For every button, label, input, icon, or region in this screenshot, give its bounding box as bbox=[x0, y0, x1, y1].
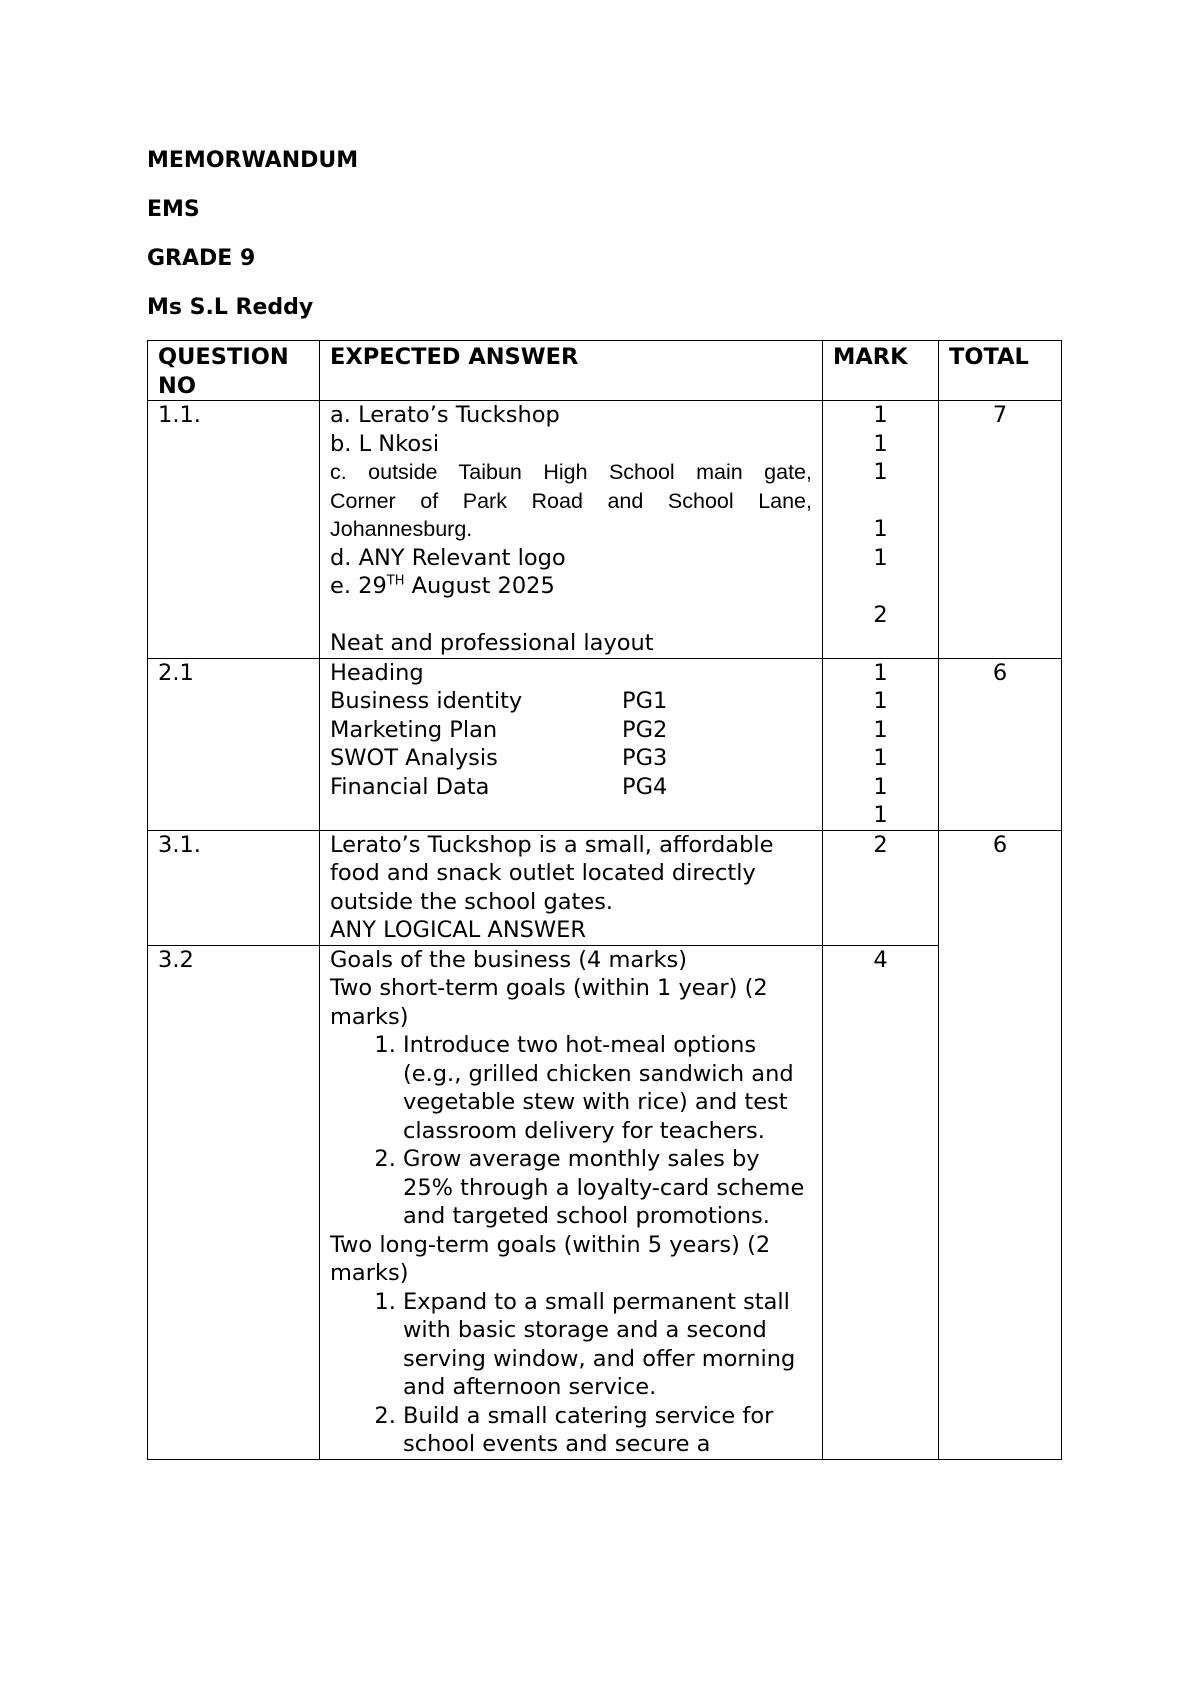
question-no: 3.1. bbox=[148, 830, 320, 945]
marks-cell bbox=[823, 401, 939, 659]
toc-line bbox=[330, 687, 812, 716]
answer-line: c. outside Taibun High School main gate, bbox=[330, 460, 812, 484]
answer-line: Corner of Park Road and School Lane, bbox=[330, 488, 812, 513]
question-no: 2.1 bbox=[148, 658, 320, 830]
long-term-goal-list bbox=[330, 1288, 812, 1459]
list-item: 1. Introduce two hot-meal options (e.g., grilled chicken sandwich and vegetable stew with rice) and test classroom delivery for teachers. bbox=[403, 1031, 812, 1145]
mark-value: 2 bbox=[823, 830, 939, 945]
list-item: 2. Grow average monthly sales by 25% through a loyalty-card scheme and targeted school promotions. bbox=[403, 1145, 812, 1231]
col-header-answer: EXPECTED ANSWER bbox=[320, 341, 823, 401]
answer-line: Johannesburg. bbox=[330, 517, 473, 541]
toc-page: PG4 bbox=[622, 773, 668, 800]
mark-value: 1 bbox=[873, 773, 888, 800]
short-term-heading: Two short-term goals (within 1 year) (2 marks) bbox=[330, 975, 768, 1030]
col-header-mark: MARK bbox=[823, 341, 939, 401]
answer-line bbox=[330, 572, 812, 601]
table-row bbox=[148, 830, 1062, 945]
date-suffix: TH bbox=[386, 573, 405, 589]
mark-value: 1 bbox=[873, 459, 888, 485]
total-value: 6 bbox=[939, 830, 1062, 1459]
goals-heading: Goals of the business (4 marks) bbox=[330, 946, 687, 973]
memo-table bbox=[147, 340, 1062, 1460]
doc-subject: EMS bbox=[147, 197, 200, 222]
mark-value: 4 bbox=[823, 945, 939, 1459]
expected-answer bbox=[320, 830, 823, 945]
long-term-heading: Two long-term goals (within 5 years) (2 marks) bbox=[330, 1231, 771, 1286]
mark-value: 1 bbox=[873, 745, 888, 771]
answer-line: b. L Nkosi bbox=[330, 430, 440, 457]
toc-page: PG1 bbox=[622, 688, 668, 714]
mark-value: 1 bbox=[873, 516, 888, 542]
mark-value: 2 bbox=[873, 601, 888, 628]
mark-value: 1 bbox=[873, 544, 888, 571]
short-term-goal-list bbox=[330, 1031, 812, 1231]
answer-text: Lerato’s Tuckshop is a small, affordable food and snack outlet located directly outside the school gates. bbox=[330, 831, 774, 915]
doc-grade: GRADE 9 bbox=[147, 246, 256, 271]
expected-answer bbox=[320, 658, 823, 830]
total-value: 6 bbox=[939, 658, 1062, 830]
date-day: e. 29 bbox=[330, 573, 387, 599]
toc-label: SWOT Analysis bbox=[330, 745, 498, 771]
total-value: 7 bbox=[939, 401, 1062, 659]
toc-label: Marketing Plan bbox=[330, 716, 498, 743]
answer-note: ANY LOGICAL ANSWER bbox=[330, 917, 587, 943]
list-item: 1. Expand to a small permanent stall with basic storage and a second serving window, and offer morning and afternoon service. bbox=[403, 1288, 812, 1402]
table-row bbox=[148, 945, 1062, 1459]
toc-line bbox=[330, 773, 812, 802]
question-no: 3.2 bbox=[148, 945, 320, 1459]
expected-answer bbox=[320, 401, 823, 659]
table-row bbox=[148, 658, 1062, 830]
mark-value: 1 bbox=[873, 402, 888, 428]
col-header-question: QUESTION NO bbox=[148, 341, 320, 401]
doc-teacher: Ms S.L Reddy bbox=[147, 295, 314, 320]
toc-label: Financial Data bbox=[330, 773, 490, 800]
toc-line bbox=[330, 744, 812, 773]
mark-value: 1 bbox=[873, 688, 888, 714]
answer-line: Heading bbox=[330, 659, 424, 686]
toc-line bbox=[330, 716, 812, 745]
col-header-total: TOTAL bbox=[939, 341, 1062, 401]
toc-page: PG2 bbox=[622, 716, 668, 743]
toc-label: Business identity bbox=[330, 688, 523, 714]
answer-line: a. Lerato’s Tuckshop bbox=[330, 402, 560, 428]
mark-value: 1 bbox=[873, 802, 888, 828]
toc-page: PG3 bbox=[622, 745, 668, 771]
marks-cell bbox=[823, 658, 939, 830]
list-item: 2. Build a small catering service for school events and secure a bbox=[403, 1402, 812, 1459]
mark-value: 1 bbox=[873, 716, 888, 743]
doc-title: MEMORWANDUM bbox=[147, 148, 359, 173]
date-rest: August 2025 bbox=[404, 573, 555, 599]
table-row bbox=[148, 401, 1062, 659]
mark-value: 1 bbox=[873, 430, 888, 457]
question-no: 1.1. bbox=[148, 401, 320, 659]
expected-answer bbox=[320, 945, 823, 1459]
table-header-row bbox=[148, 341, 1062, 401]
answer-line: d. ANY Relevant logo bbox=[330, 544, 566, 571]
mark-value: 1 bbox=[873, 659, 888, 686]
answer-line: Neat and professional layout bbox=[330, 630, 654, 656]
